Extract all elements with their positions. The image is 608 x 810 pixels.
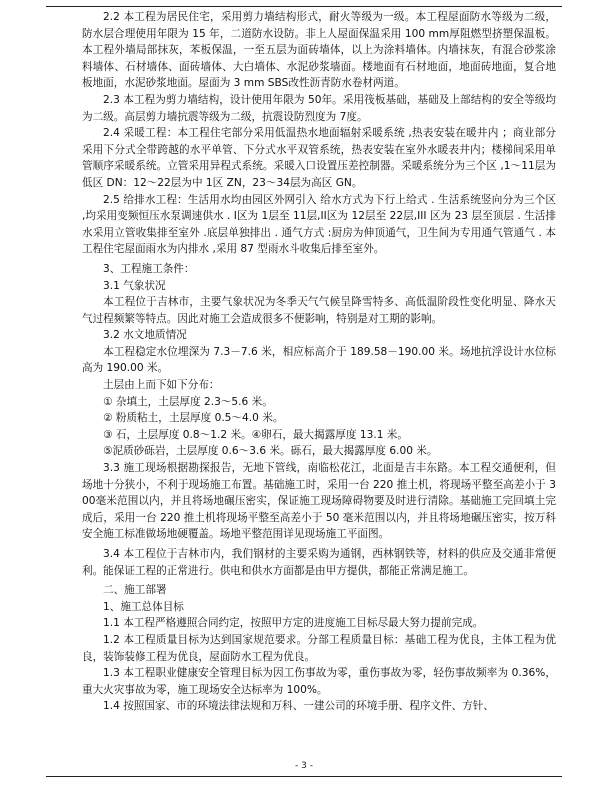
para-weather: 本工程位于吉林市，主要气象状况为冬季天气气候呈降雪特多、高低温阶段性变化明显、降水天气过程频繁等特点。因此对施工会造成很多不便影响，特别是对工期的影响。 [82, 296, 556, 325]
para-1-4: 1.4 按照国家、市的环境法律法规和万科、一建公司的环境手册、程序文件、方针、 [103, 700, 494, 713]
page-number: - 3 - [295, 761, 313, 771]
heading-3-1: 3.1 气象状况 [103, 279, 166, 292]
para-1-3: 1.3 本工程职业健康安全管理目标为因工伤事故为零，重伤事故为零，轻伤事故频率为 0.36%，重大火灾事故为零，施工现场安全达标率为 100%。 [82, 667, 556, 696]
soil-layer-3-4: ③ 石，土层厚度 0.8～1.2 米。④卵石，最大揭露厚度 13.1 米。 [103, 428, 408, 441]
para-soil-intro: 土层由上而下如下分布： [103, 379, 220, 392]
soil-layer-2: ② 粉质粘土，土层厚度 0.5～4.0 米。 [103, 412, 284, 425]
para-hydrology: 本工程稳定水位埋深为 7.3－7.6 米，相应标高介于 189.58－190.00 米。场地抗浮设计水位标高为 190.00 米。 [82, 345, 556, 375]
heading-deployment: 二、施工部署 [103, 584, 167, 597]
para-3-4: 3.4 本工程位于吉林市内，我们钢材的主要采购为通钢，西林钢铁等，材料的供应及交通非常便利。能保证工程的正常进行。供电和供水方面都是由甲方提供，都能正常满足施工。 [82, 548, 556, 577]
heading-overall-goal: 1、施工总体目标 [103, 600, 184, 613]
soil-layer-5: ⑤泥质砂砾岩，土层厚度 0.6～3.6 米。砾石，最大揭露厚度 6.00 米。 [103, 445, 438, 458]
document-body [82, 9, 556, 715]
para-1-2: 1.2 本工程质量目标为达到国家规范要求。分部工程质量目标：基础工程为优良，主体工程为优良，装饰装修工程为优良，屋面防水工程为优良。 [82, 633, 556, 663]
para-1-1: 1.1 本工程严格遵照合同约定，按照甲方定的进度施工目标尽最大努力提前完成。 [103, 617, 484, 630]
para-2-5: 2.5 给排水工程：生活用水均由园区外网引入 给水方式为下行上给式 . 生活系统竖向分为三个区 ,均采用变频恒压水泵调速供水 . I区为 1层至 11层,II区为 12层至 22层,III 区为 23 层至顶层 . 生活排水采用立管收集排至室外 .底层单独排出 . 通气方式 :厨房为伸顶通气，卫生间为专用通气管通气 . 本工程住宅屋面雨水为内排水 ,采用 87 型雨水斗收集后排至室外。 [82, 193, 556, 256]
heading-construction-conditions: 3、工程施工条件： [103, 262, 195, 275]
para-2-2: 2.2 本工程为居民住宅，采用剪力墙结构形式，耐火等级为一级。本工程屋面防水等级为二级，防水层合理使用年限为 15 年，二道防水设防。非上人屋面保温采用 100 mm厚阻燃型挤塑保温板。本工程外墙局部抹灰，苯板保温，一至五层为面砖墙体，以上为涂料墙体。内墙抹灰，有混合砂浆涂料墙体、石材墙体、面砖墙体、大白墙体、水泥砂浆墙面。楼地面有石材地面，地面砖地面，复合地板地面，水泥砂浆地面。屋面为 3 mm SBS改性沥青防水卷材两道。 [82, 11, 556, 90]
header-rule [46, 6, 562, 7]
soil-layer-1: ① 杂填土，土层厚度 2.3～5.6 米。 [103, 395, 273, 408]
para-2-3: 2.3 本工程为剪力墙结构，设计使用年限为 50年。采用筏板基础，基础及上部结构的安全等级均为二级。高层剪力墙抗震等级为二级，抗震设防烈度为 7度。 [82, 93, 556, 123]
heading-3-2: 3.2 水文地质情况 [103, 329, 187, 342]
footer-rule [46, 776, 562, 777]
para-2-4: 2.4 采暖工程：本工程住宅部分采用低温热水地面辐射采暖系统 ,热表安装在暖井内 ；商业部分采用下分式全带跨越的水平单管、下分式水平双管系统，热表安装在室外水暖表井内；楼梯间采用单管顺序采暖系统。立管采用异程式系统。采暖入口设置压差控制器。采暖系统分为三个区 ,1～11层为低区 DN：12～22层为中 1区 ZN，23～34层为高区 GN。 [82, 127, 556, 189]
para-3-3: 3.3 施工现场根据勘探报告，无地下管线，南临松花江，北面是吉丰东路。本工程交通便利，但场地十分狭小，不利于现场施工布置。基础施工时，采用一台 220 推土机，将现场平整至高差小于 300毫米范围以内，并且将场地碾压密实，保证施工现场障碍物要及时进行清除。基础施工完回填土完成后，采用一台 220 推土机将现场平整至高差小于 50 毫米范围以内，并且将场地碾压密实，按万科安全施工标准做场地硬覆盖。场地平整范围详见现场施工平面图。 [82, 462, 556, 541]
